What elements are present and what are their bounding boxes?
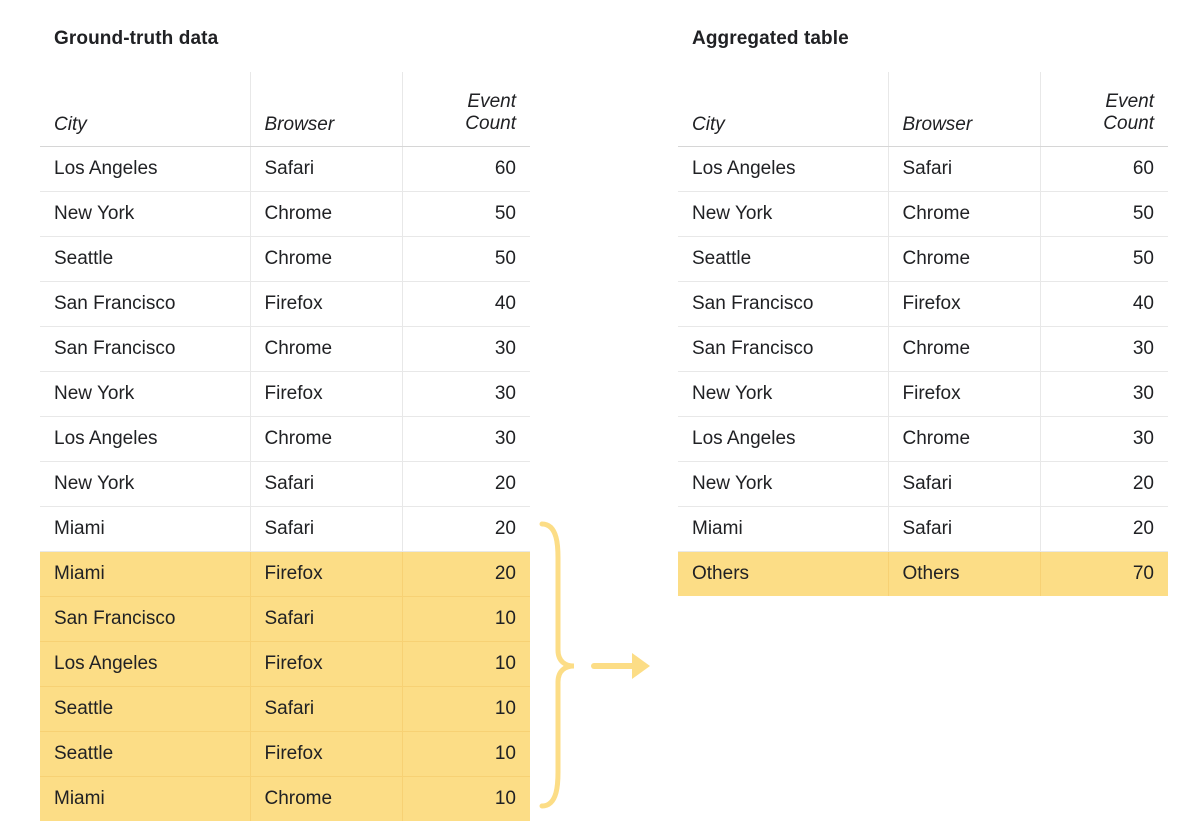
- cell-browser: Chrome: [888, 326, 1040, 371]
- ground-truth-panel: [40, 28, 530, 821]
- cell-browser: Chrome: [250, 326, 402, 371]
- header-row: [678, 72, 1168, 146]
- cell-event-count: 30: [402, 371, 530, 416]
- cell-event-count: 10: [402, 731, 530, 776]
- column-header-event-count-line2: Count: [465, 113, 516, 135]
- cell-event-count: 10: [402, 641, 530, 686]
- cell-city: Seattle: [40, 236, 250, 281]
- table-row: [40, 686, 530, 731]
- cell-event-count: 20: [402, 551, 530, 596]
- cell-browser: Firefox: [250, 731, 402, 776]
- table-row: [40, 641, 530, 686]
- cell-event-count: 30: [1040, 326, 1168, 371]
- table-row: [40, 191, 530, 236]
- table-row: [40, 326, 530, 371]
- cell-event-count: 30: [402, 416, 530, 461]
- table-row: [678, 326, 1168, 371]
- cell-browser: Chrome: [250, 236, 402, 281]
- table-row: [678, 506, 1168, 551]
- table-row: [678, 416, 1168, 461]
- cell-event-count: 20: [402, 506, 530, 551]
- table-row: [40, 236, 530, 281]
- table-row: [40, 731, 530, 776]
- table-row: [40, 506, 530, 551]
- table-row: [40, 596, 530, 641]
- cell-city: Seattle: [40, 731, 250, 776]
- cell-browser: Chrome: [250, 191, 402, 236]
- table-row: [678, 551, 1168, 596]
- cell-event-count: 30: [402, 326, 530, 371]
- cell-city: Others: [678, 551, 888, 596]
- cell-event-count: 50: [1040, 191, 1168, 236]
- cell-city: Seattle: [678, 236, 888, 281]
- cell-city: San Francisco: [40, 326, 250, 371]
- cell-event-count: 40: [402, 281, 530, 326]
- cell-city: San Francisco: [40, 281, 250, 326]
- table-header-left: [40, 72, 530, 146]
- table-row: [40, 146, 530, 191]
- table-row: [40, 551, 530, 596]
- brace-arrow-icon: [528, 520, 678, 810]
- cell-browser: Others: [888, 551, 1040, 596]
- cell-event-count: 50: [402, 191, 530, 236]
- table-row: [678, 281, 1168, 326]
- column-header-event-count: [1040, 72, 1168, 146]
- table-row: [678, 191, 1168, 236]
- cell-city: Miami: [40, 776, 250, 821]
- cell-city: Los Angeles: [678, 146, 888, 191]
- table-row: [40, 416, 530, 461]
- ground-truth-table: [40, 72, 530, 821]
- cell-browser: Firefox: [250, 281, 402, 326]
- cell-event-count: 30: [1040, 371, 1168, 416]
- table-row: [40, 371, 530, 416]
- cell-city: New York: [40, 191, 250, 236]
- cell-browser: Firefox: [888, 371, 1040, 416]
- cell-event-count: 50: [1040, 236, 1168, 281]
- cell-browser: Firefox: [250, 371, 402, 416]
- cell-event-count: 20: [1040, 461, 1168, 506]
- cell-city: Los Angeles: [40, 416, 250, 461]
- cell-event-count: 30: [1040, 416, 1168, 461]
- column-header-event-count-line2: Count: [1103, 113, 1154, 135]
- cell-event-count: 20: [402, 461, 530, 506]
- table-row: [678, 236, 1168, 281]
- cell-event-count: 10: [402, 596, 530, 641]
- cell-city: New York: [40, 461, 250, 506]
- table-row: [40, 776, 530, 821]
- aggregated-table: [678, 72, 1168, 596]
- table-header-right: [678, 72, 1168, 146]
- cell-event-count: 20: [1040, 506, 1168, 551]
- table-row: [678, 461, 1168, 506]
- aggregation-connector: [528, 520, 678, 810]
- cell-browser: Chrome: [250, 776, 402, 821]
- cell-browser: Chrome: [888, 236, 1040, 281]
- cell-city: San Francisco: [678, 281, 888, 326]
- cell-city: New York: [678, 371, 888, 416]
- column-header-browser: Browser: [250, 72, 402, 146]
- panel-title-left: Ground-truth data: [54, 28, 219, 49]
- column-header-city: City: [40, 72, 250, 146]
- table-row: [40, 281, 530, 326]
- column-header-event-count-line1: Event: [467, 90, 516, 112]
- cell-city: Los Angeles: [40, 641, 250, 686]
- cell-browser: Chrome: [888, 416, 1040, 461]
- cell-browser: Safari: [250, 146, 402, 191]
- cell-browser: Safari: [888, 146, 1040, 191]
- cell-city: New York: [678, 191, 888, 236]
- cell-browser: Chrome: [888, 191, 1040, 236]
- cell-browser: Chrome: [250, 416, 402, 461]
- cell-event-count: 10: [402, 776, 530, 821]
- cell-city: Los Angeles: [678, 416, 888, 461]
- table-row: [678, 371, 1168, 416]
- panel-title-right: Aggregated table: [692, 28, 849, 49]
- column-header-event-count: [402, 72, 530, 146]
- cell-city: Seattle: [40, 686, 250, 731]
- cell-city: San Francisco: [678, 326, 888, 371]
- cell-event-count: 60: [1040, 146, 1168, 191]
- aggregated-panel: [678, 28, 1168, 596]
- cell-city: Miami: [40, 506, 250, 551]
- cell-city: Los Angeles: [40, 146, 250, 191]
- table-body-left: [40, 146, 530, 821]
- cell-event-count: 70: [1040, 551, 1168, 596]
- cell-city: New York: [40, 371, 250, 416]
- cell-city: San Francisco: [40, 596, 250, 641]
- table-row: [40, 461, 530, 506]
- cell-browser: Safari: [250, 686, 402, 731]
- cell-browser: Firefox: [888, 281, 1040, 326]
- cell-browser: Safari: [250, 506, 402, 551]
- cell-city: Miami: [40, 551, 250, 596]
- cell-city: New York: [678, 461, 888, 506]
- cell-browser: Firefox: [250, 641, 402, 686]
- table-body-right: [678, 146, 1168, 596]
- table-row: [678, 146, 1168, 191]
- cell-event-count: 10: [402, 686, 530, 731]
- cell-city: Miami: [678, 506, 888, 551]
- cell-browser: Safari: [250, 461, 402, 506]
- cell-event-count: 50: [402, 236, 530, 281]
- column-header-browser: Browser: [888, 72, 1040, 146]
- cell-event-count: 40: [1040, 281, 1168, 326]
- cell-browser: Safari: [250, 596, 402, 641]
- cell-browser: Firefox: [250, 551, 402, 596]
- column-header-city: City: [678, 72, 888, 146]
- cell-browser: Safari: [888, 461, 1040, 506]
- cell-browser: Safari: [888, 506, 1040, 551]
- header-row: [40, 72, 530, 146]
- column-header-event-count-line1: Event: [1105, 90, 1154, 112]
- cell-event-count: 60: [402, 146, 530, 191]
